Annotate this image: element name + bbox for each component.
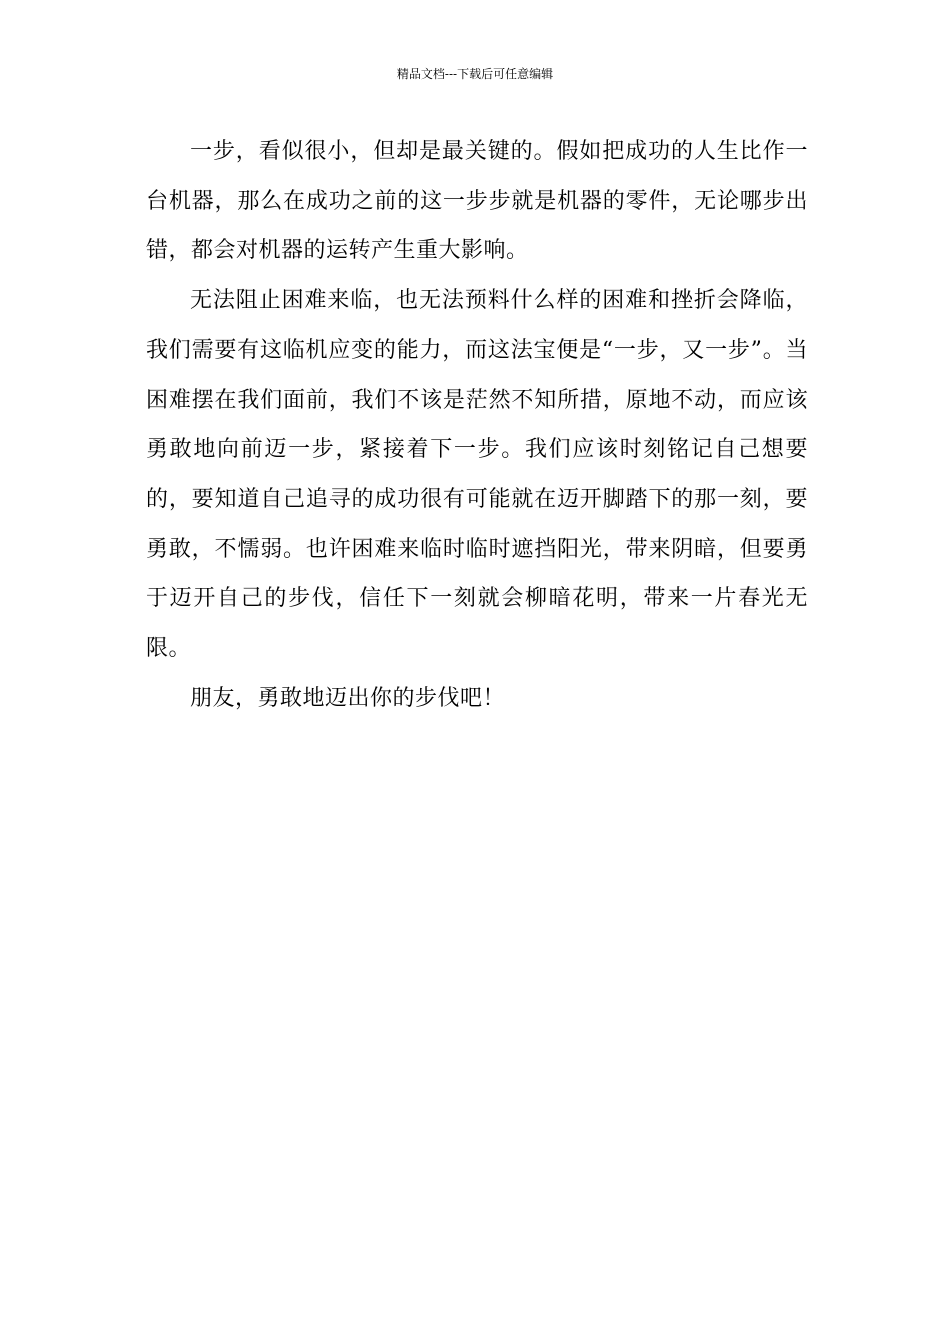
page-header: 精品文档---下载后可任意编辑 — [396, 67, 554, 81]
document-body — [146, 127, 808, 723]
paragraph: 一步，看似很小，但却是最关键的。假如把成功的人生比作一台机器，那么在成功之前的这一步步就是机器的零件，无论哪步出错，都会对机器的运转产生重大影响。 — [146, 139, 808, 264]
paragraph: 无法阻止困难来临，也无法预料什么样的困难和挫折会降临，我们需要有这临机应变的能力，而这法宝便是“一步，又一步”。当困难摆在我们面前，我们不该是茫然不知所措，原地不动，而应该勇敢地向前迈一步，紧接着下一步。我们应该时刻铭记自己想要的，要知道自己追寻的成功很有可能就在迈开脚踏下的那一刻，要勇敢，不懦弱。也许困难来临时临时遮挡阳光，带来阴暗，但要勇于迈开自己的步伐，信任下一刻就会柳暗花明，带来一片春光无限。 — [146, 288, 808, 662]
paragraph: 朋友，勇敢地迈出你的步伐吧！ — [190, 685, 506, 711]
